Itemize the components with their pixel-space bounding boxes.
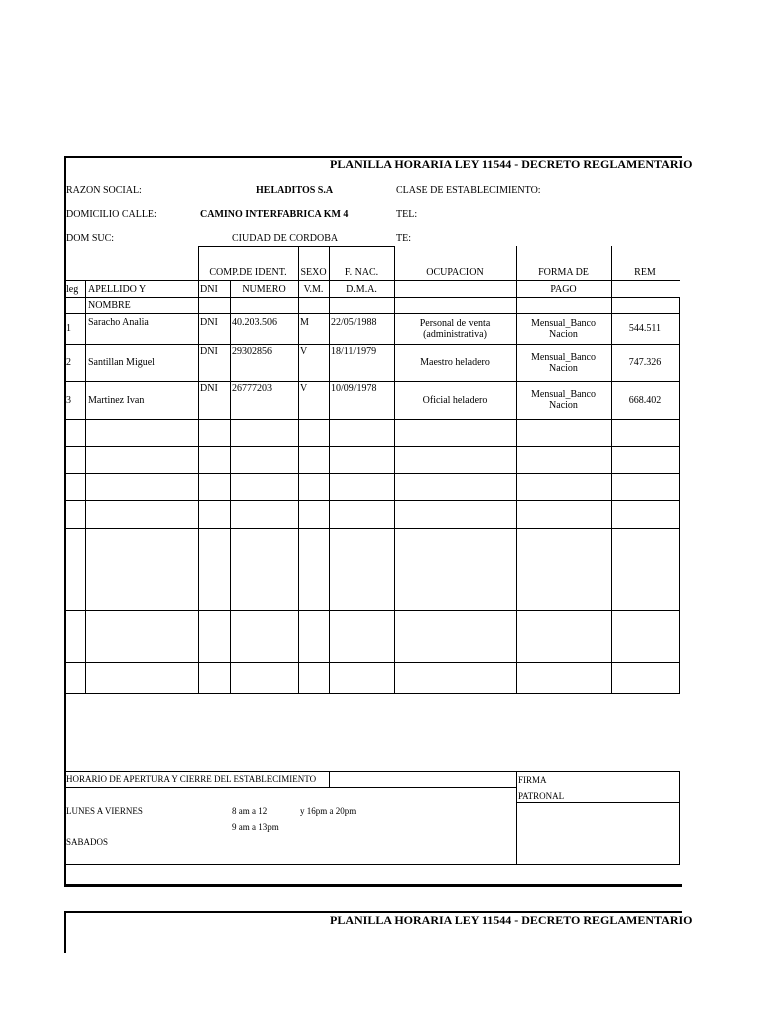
col-header-apellido: APELLIDO Y [88, 284, 147, 295]
col-header-leg: leg [66, 284, 79, 295]
dom-suc-value: CIUDAD DE CORDOBA [232, 233, 339, 244]
row-1-rem: 544.511 [628, 323, 662, 334]
grid-line [64, 446, 680, 447]
firma-label: FIRMA [518, 775, 547, 785]
col-header-forma-de: FORMA DE [538, 267, 589, 278]
grid-line [516, 246, 517, 693]
col-header-sexo: SEXO [300, 267, 327, 278]
row-1-payment-line-2: Nacion [549, 329, 578, 340]
grid-line [516, 771, 517, 864]
lunes-a-viernes-label: LUNES A VIERNES [66, 806, 143, 816]
col-header-comp-ident: COMP.DE IDENT. [209, 267, 287, 278]
col-header-vm: V.M. [303, 284, 324, 295]
row-2-number: 29302856 [232, 346, 272, 357]
horario-label: HORARIO DE APERTURA Y CIERRE DEL ESTABLECIMIENTO [66, 774, 317, 784]
col-header-dni: DNI [200, 284, 218, 295]
row-2-leg: 2 [66, 357, 71, 368]
sabados-label: SABADOS [66, 837, 109, 847]
second-sheet-title: PLANILLA HORARIA LEY 11544 - DECRETO REGLAMENTARIO [330, 913, 693, 927]
col-header-dma: D.M.A. [346, 284, 377, 295]
patronal-label: PATRONAL [518, 791, 565, 801]
domicilio-value: CAMINO INTERFABRICA KM 4 [200, 209, 349, 220]
grid-line [64, 864, 680, 865]
grid-line [64, 500, 680, 501]
razon-social-label: RAZON SOCIAL: [66, 185, 142, 196]
row-3-birth: 10/09/1978 [331, 383, 377, 394]
grid-line [64, 280, 680, 281]
domicilio-label: DOMICILIO CALLE: [66, 209, 157, 220]
col-header-ocupacion: OCUPACION [426, 267, 484, 278]
grid-line [198, 246, 199, 693]
grid-line [64, 662, 680, 663]
grid-line [64, 610, 680, 611]
razon-social-value: HELADITOS S.A [256, 185, 334, 196]
grid-line [298, 246, 299, 693]
row-1-number: 40.203.506 [232, 317, 277, 328]
lunes-morning-hours: 8 am a 12 [232, 806, 268, 816]
grid-line [611, 246, 612, 693]
row-2-payment-line-1: Mensual_Banco [531, 352, 596, 363]
grid-line [64, 771, 680, 772]
row-2-name: Santillan Miguel [88, 357, 155, 368]
row-3-name: Martinez Ivan [88, 395, 145, 406]
row-3-payment-line-2: Nacion [549, 400, 578, 411]
grid-line [394, 246, 395, 693]
page-title: PLANILLA HORARIA LEY 11544 - DECRETO REGLAMENTARIO [330, 157, 693, 171]
lunes-afternoon-hours: y 16pm a 20pm [300, 806, 357, 816]
row-1-occupation-line-1: Personal de venta [419, 318, 491, 329]
row-2-birth: 18/11/1979 [331, 346, 377, 357]
col-header-nombre: NOMBRE [88, 300, 131, 311]
grid-line [516, 802, 680, 803]
grid-line [679, 771, 680, 864]
grid-line [64, 787, 516, 788]
te-label: TE: [396, 233, 411, 244]
row-3-sex: V [300, 383, 308, 394]
row-3-leg: 3 [66, 395, 71, 406]
grid-line [64, 313, 680, 314]
col-header-f-nac: F. NAC. [344, 267, 379, 278]
row-3-number: 26777203 [232, 383, 272, 394]
row-3-occupation: Oficial heladero [422, 395, 488, 406]
row-2-payment-line-2: Nacion [549, 363, 578, 374]
grid-line [679, 297, 680, 693]
clase-establecimiento-label: CLASE DE ESTABLECIMIENTO: [396, 185, 541, 196]
grid-line [85, 280, 86, 693]
row-1-doc: DNI [200, 317, 218, 328]
grid-line [329, 246, 330, 693]
grid-line [198, 246, 394, 247]
grid-line [64, 528, 680, 529]
row-3-payment-line-1: Mensual_Banco [531, 389, 596, 400]
dom-suc-label: DOM SUC: [66, 233, 115, 244]
tel-label: TEL: [396, 209, 418, 220]
row-2-occupation: Maestro heladero [420, 357, 490, 368]
grid-line [230, 280, 231, 693]
col-header-pago: PAGO [550, 284, 577, 295]
row-1-sex: M [300, 317, 309, 328]
grid-line [64, 381, 680, 382]
row-1-birth: 22/05/1988 [331, 317, 377, 328]
grid-line [329, 771, 330, 787]
col-header-numero: NUMERO [242, 284, 286, 295]
row-1-occupation-line-2: (administrativa) [423, 329, 487, 340]
row-1-payment-line-1: Mensual_Banco [531, 318, 596, 329]
grid-line [64, 344, 680, 345]
row-3-doc: DNI [200, 383, 218, 394]
grid-line [64, 693, 680, 694]
grid-line [64, 473, 680, 474]
row-2-sex: V [300, 346, 308, 357]
row-2-rem: 747.326 [628, 357, 662, 368]
row-3-rem: 668.402 [628, 395, 662, 406]
row-2-doc: DNI [200, 346, 218, 357]
col-header-rem: REM [634, 267, 656, 278]
row-1-name: Saracho Analia [88, 317, 149, 328]
grid-line [64, 419, 680, 420]
row-1-leg: 1 [66, 323, 71, 334]
sabado-hours: 9 am a 13pm [232, 822, 279, 832]
grid-line [64, 297, 680, 298]
